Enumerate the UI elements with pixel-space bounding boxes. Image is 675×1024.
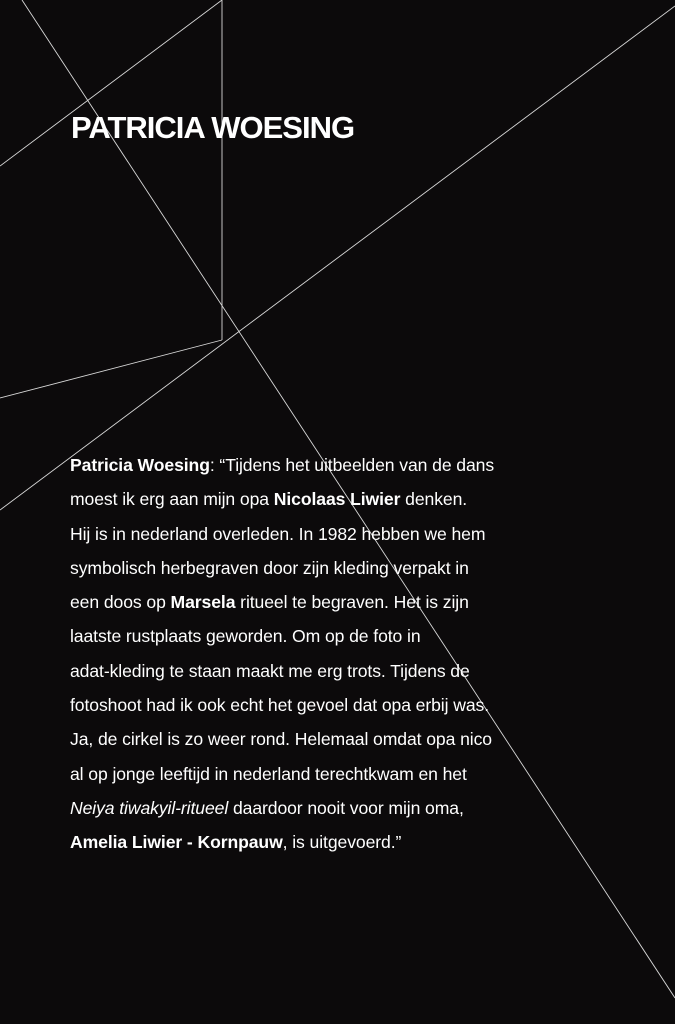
text-line-9: Ja, de cirkel is zo weer rond. Helemaal omdat opa nico [70,729,492,750]
quote-paragraph [70,448,630,860]
text-line-4: symbolisch herbegraven door zijn kleding verpakt in [70,557,469,578]
grandfather-name: Nicolaas Liwier [273,489,401,510]
text-line-5: een doos op Marsela ritueel te begraven. Het is zijn [70,592,469,613]
text-line-12: Amelia Liwier - Kornpauw, is uitgevoerd.” [70,832,402,853]
place-name: Marsela [170,592,236,613]
text-line-7: adat-kleding te staan maakt me erg trots. Tijdens de [70,660,470,681]
ritual-name: Neiya tiwakyil-ritueel [70,797,229,818]
text-line-1: Patricia Woesing: “Tijdens het uitbeelden van de dans [70,455,495,475]
text-line-3: Hij is in nederland overleden. In 1982 hebben we hem [70,523,486,544]
line-long-rising [0,6,675,510]
speaker-name: Patricia Woesing [70,455,210,475]
page-title: PATRICIA WOESING [71,110,355,145]
text-line-11: Neiya tiwakyil-ritueel daardoor nooit voor mijn oma, [70,797,464,818]
grandmother-name: Amelia Liwier - Kornpauw [70,832,283,853]
text-line-6: laatste rustplaats geworden. Om op de foto in [70,626,421,647]
text-line-2: moest ik erg aan mijn opa Nicolaas Liwier denken. [70,489,468,510]
text-line-8: fotoshoot had ik ook echt het gevoel dat opa erbij was. [70,695,489,716]
text-line-10: al op jonge leeftijd in nederland terechtkwam en het [70,763,467,784]
